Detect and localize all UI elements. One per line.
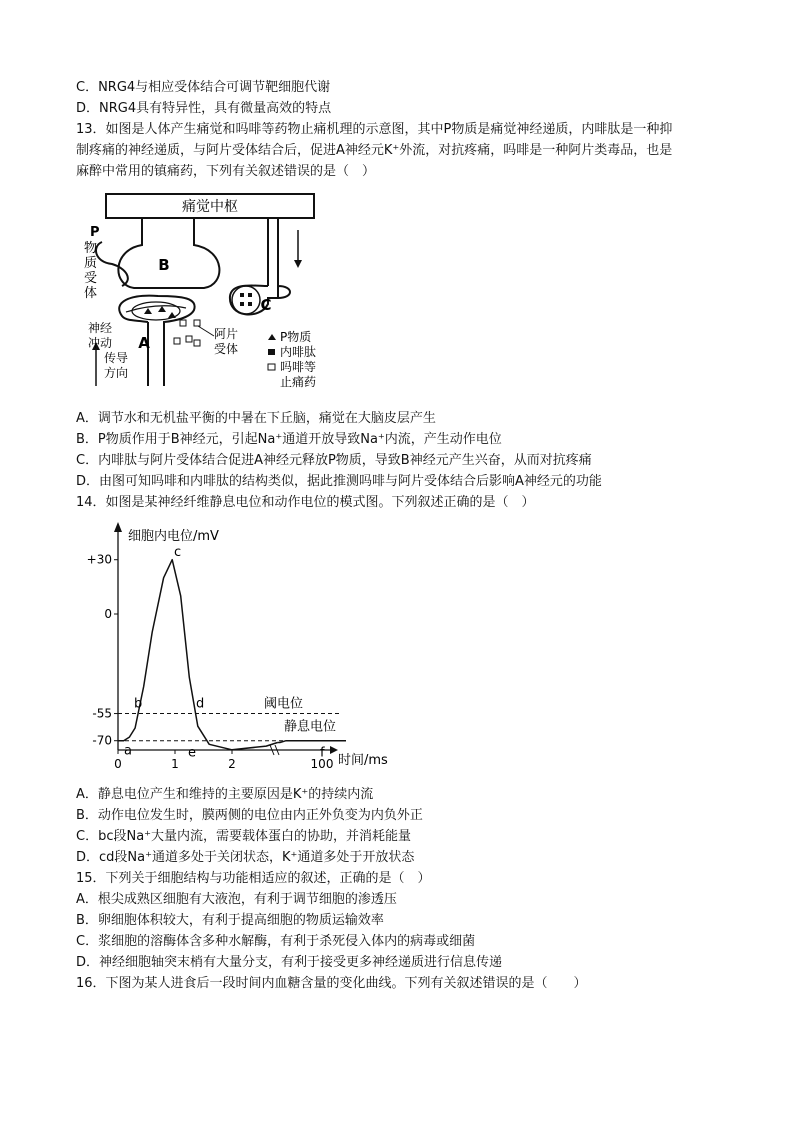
receptor-label-1: 阿片	[214, 327, 239, 341]
y-tick-label: -55	[92, 706, 112, 721]
neuron-b-label: B	[158, 256, 170, 274]
x-axis-arrow-icon	[330, 746, 338, 754]
point-label-e: e	[188, 745, 196, 761]
legend-morphine: 吗啡等	[280, 360, 317, 374]
neuron-a	[119, 296, 194, 386]
q13-stem-line1: 13．如图是人体产生痛觉和吗啡等药物止痛机理的示意图，其中P物质是痛觉神经递质，内啡肽是一种抑	[76, 122, 673, 137]
q13-figure	[82, 190, 332, 395]
point-label-c: c	[174, 545, 182, 560]
action-potential-curve	[118, 560, 278, 750]
y-axis-label: 细胞内电位/mV	[128, 529, 219, 544]
side-label-4: 受	[84, 271, 98, 286]
q12-option-c: C．NRG4与相应受体结合可调节靶细胞代谢	[76, 80, 331, 95]
impulse-label-1: 神经	[88, 321, 113, 335]
q13-option-a: A．调节水和无机盐平衡的中暑在下丘脑，痛觉在大脑皮层产生	[76, 411, 436, 426]
down-arrow-icon	[294, 260, 302, 268]
q13-stem-line3: 麻醉中常用的镇痛药，下列有关叙述错误的是（ ）	[76, 164, 376, 179]
q13-stem-line2: 制疼痛的神经递质，与阿片受体结合后，促进A神经元K⁺外流，对抗疼痛，吗啡是一种阿片类毒品，也是	[76, 143, 673, 158]
receptor-label-2: 受体	[214, 342, 239, 356]
y-tick-label: -70	[92, 733, 112, 748]
q13-option-d: D．由图可知吗啡和内啡肽的结构类似，据此推测吗啡与阿片受体结合后影响A神经元的功能	[76, 474, 602, 489]
x-tick-label: 2	[228, 757, 236, 771]
impulse-label-2: 冲动	[88, 336, 113, 350]
neuron-c-label: C	[260, 296, 272, 314]
q14-option-b: B．动作电位发生时，膜两侧的电位由内正外负变为内负外正	[76, 808, 423, 823]
point-label-d: d	[196, 696, 205, 712]
q14-chart	[84, 518, 404, 776]
q15-option-d: D．神经细胞轴突末梢有大量分支，有利于接受更多神经递质进行信息传递	[76, 955, 503, 970]
q15-option-c: C．浆细胞的溶酶体含多种水解酶，有利于杀死侵入体内的病毒或细菌	[76, 934, 476, 949]
endorphin-icon	[268, 349, 275, 355]
y-axis-arrow-icon	[114, 522, 122, 532]
point-label-a: a	[124, 743, 132, 759]
q13-option-c: C．内啡肽与阿片受体结合促进A神经元释放P物质，导致B神经元产生兴奋，从而对抗疼痛	[76, 453, 592, 468]
x-tick-label: 0	[114, 757, 122, 771]
legend-endorphin: 内啡肽	[280, 345, 317, 359]
neuron-a-label: A	[138, 334, 150, 352]
side-label-3: 质	[84, 256, 98, 271]
side-label-5: 体	[84, 286, 98, 301]
side-label-2: 物	[84, 241, 98, 256]
x-axis-label: 时间/ms	[338, 753, 388, 768]
rest-label: 静息电位	[284, 719, 337, 735]
impulse-label-3: 传导	[104, 351, 129, 365]
pain-center-label: 痛觉中枢	[182, 199, 238, 215]
q14-option-c: C．bc段Na⁺大量内流，需要载体蛋白的协助，并消耗能量	[76, 829, 412, 844]
impulse-label-4: 方向	[104, 366, 129, 380]
q15-stem: 15．下列关于细胞结构与功能相适应的叙述，正确的是（ ）	[76, 871, 431, 886]
q15-option-a: A．根尖成熟区细胞有大液泡，有利于调节细胞的渗透压	[76, 892, 397, 907]
side-label-p: P	[90, 225, 100, 240]
q15-option-b: B．卵细胞体积较大，有利于提高细胞的物质运输效率	[76, 913, 384, 928]
threshold-label: 阈电位	[264, 696, 304, 712]
q14-stem: 14．如图是某神经纤维静息电位和动作电位的模式图。下列叙述正确的是（ ）	[76, 495, 535, 510]
legend-p: P物质	[280, 330, 312, 344]
y-tick-label: +30	[86, 552, 112, 567]
y-tick-label: 0	[104, 607, 112, 621]
q13-option-b: B．P物质作用于B神经元，引起Na⁺通道开放导致Na⁺内流，产生动作电位	[76, 432, 502, 447]
q12-option-d: D．NRG4具有特异性，具有微量高效的特点	[76, 101, 332, 116]
legend-morphine-2: 止痛药	[280, 375, 317, 389]
p-substance-icon	[268, 334, 276, 340]
q14-option-a: A．静息电位产生和维持的主要原因是K⁺的持续内流	[76, 787, 374, 802]
neuron-c-axon	[268, 218, 290, 298]
point-label-b: b	[134, 696, 143, 712]
q14-option-d: D．cd段Na⁺通道多处于关闭状态，K⁺通道多处于开放状态	[76, 850, 415, 865]
x-tick-label: 100	[310, 757, 334, 771]
point-label-f: f	[320, 745, 325, 761]
neuron-b	[118, 218, 219, 288]
rest-tail-curve	[278, 741, 346, 743]
x-tick-label: 1	[171, 757, 179, 771]
morphine-icon	[268, 364, 275, 370]
q16-stem: 16．下图为某人进食后一段时间内血糖含量的变化曲线。下列有关叙述错误的是（ ）	[76, 976, 587, 991]
